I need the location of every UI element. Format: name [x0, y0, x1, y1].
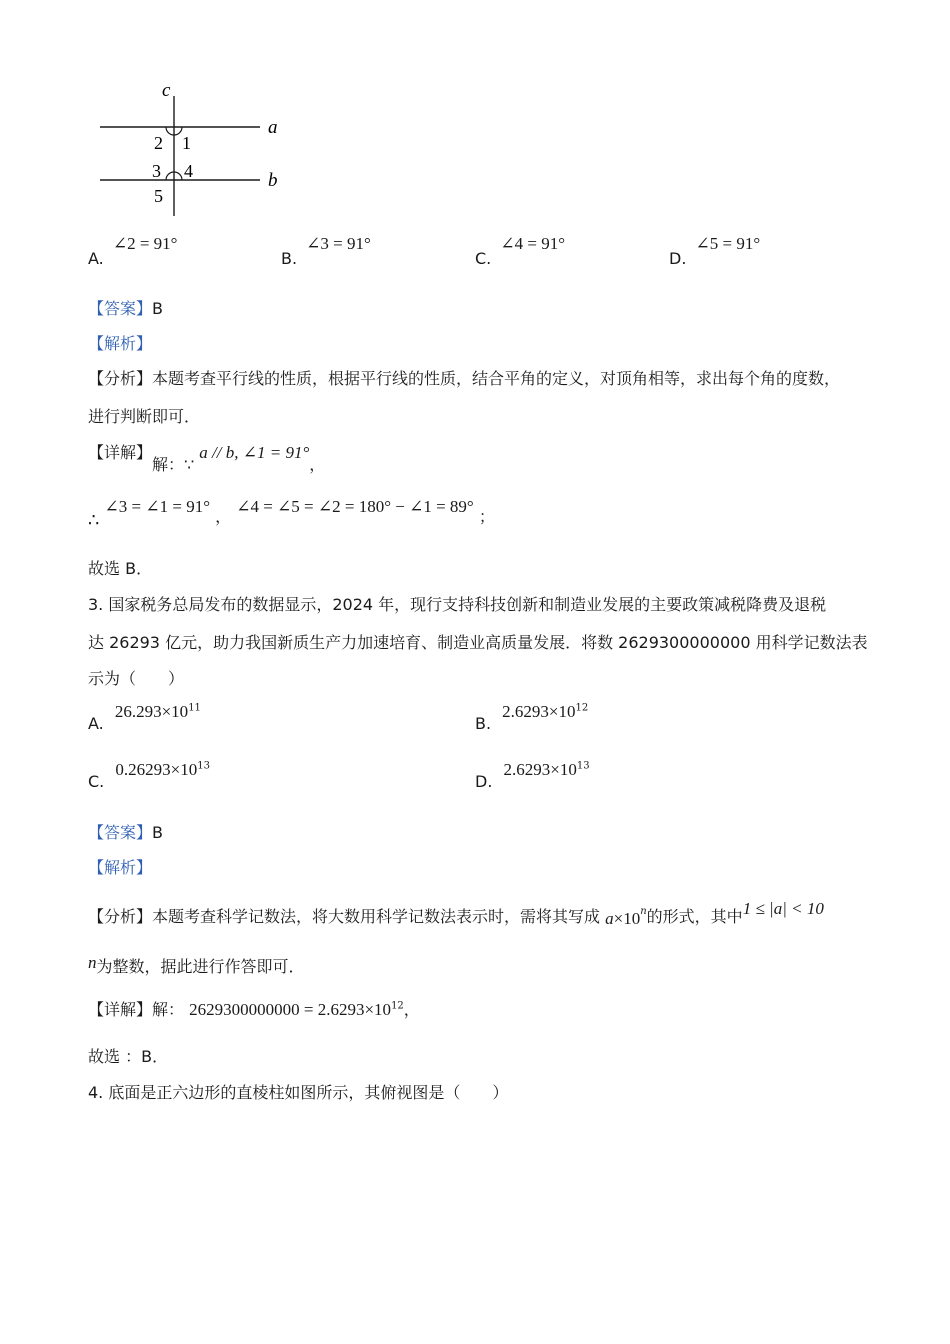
line-end: ； [478, 507, 495, 526]
math-a: a [605, 909, 614, 928]
detail-math-2: ∠3 = ∠1 = 91° [104, 497, 211, 516]
fenxi-text-2: 的形式，其中 [646, 907, 743, 926]
q3-answer [88, 820, 163, 843]
label-c: c [162, 80, 171, 101]
detail-comma: ， [403, 1000, 420, 1019]
q2-fenxi [88, 366, 840, 389]
label-a: a [268, 117, 278, 138]
answer-tag: 【答案】 [88, 823, 153, 842]
option-letter: D. [669, 249, 687, 268]
fenxi-text: 本题考查平行线的性质，根据平行线的性质，结合平角的定义，对顶角相等，求出每个角的度数， [152, 369, 841, 388]
q2-jiexi-tag: 【解析】 [88, 334, 153, 353]
option-text: ∠5 = 91° [695, 234, 761, 253]
label-3: 3 [152, 161, 161, 181]
option-exp: 13 [197, 760, 210, 772]
detail-prefix: 解：∵ [152, 455, 195, 474]
q3-option-c [88, 760, 210, 791]
fenxi-tag: 【分析】 [88, 369, 153, 388]
q4-line1: 4. 底面是正六边形的直棱柱如图所示，其俯视图是（ ） [88, 1083, 509, 1102]
q2-therefore-line [88, 494, 495, 531]
option-base: 2.6293×10 [503, 760, 577, 779]
q2-answer [88, 296, 163, 319]
q3-line3: 示为（ ） [88, 669, 185, 688]
q3-fenxi-line2 [88, 950, 305, 976]
detail-math: a // b, ∠1 = 91° [199, 443, 310, 462]
detail-math: 2629300000000 = 2.6293×10 [189, 1000, 392, 1019]
separator: ， [215, 507, 232, 526]
option-text: ∠4 = 91° [500, 234, 565, 253]
option-exp: 12 [575, 702, 589, 714]
option-letter: A. [88, 249, 104, 268]
q3-conclusion: 故选 ：B． [88, 1047, 169, 1066]
option-base: 26.293×10 [114, 702, 189, 721]
q3-option-a [88, 702, 201, 733]
answer-tag: 【答案】 [88, 299, 153, 318]
option-base: 0.26293×10 [115, 760, 198, 779]
option-exp: 13 [576, 760, 590, 772]
option-letter: C. [475, 249, 492, 268]
detail-tag: 【详解】 [88, 443, 153, 462]
detail-tag: 【详解】 [88, 1000, 153, 1019]
q2-option-d [669, 234, 761, 268]
fenxi-tag: 【分析】 [88, 907, 153, 926]
label-5: 5 [154, 186, 163, 206]
math-n: n [88, 953, 97, 972]
option-letter: B. [475, 714, 492, 733]
option-text: ∠3 = 91° [306, 234, 371, 253]
option-base: 2.6293×10 [502, 702, 576, 721]
q2-option-a [88, 234, 178, 268]
answer-value: B [152, 299, 163, 318]
q2-option-b [281, 234, 371, 268]
fenxi-line2-text: 为整数，据此进行作答即可． [96, 957, 305, 976]
label-1: 1 [182, 133, 191, 153]
q3-line2: 达 26293 亿元，助力我国新质生产力加速培育、制造业高质量发展．将数 2629300000000 用科学记数法表 [88, 633, 868, 652]
label-2: 2 [154, 133, 163, 153]
parallel-lines-figure [90, 78, 300, 220]
option-letter: A. [88, 714, 104, 733]
option-letter: D. [475, 772, 493, 791]
q2-option-c [475, 234, 565, 268]
option-text: ∠2 = 91° [112, 234, 178, 253]
detail-comma: ， [309, 455, 326, 474]
q3-option-b [475, 702, 589, 733]
q2-conclusion: 故选 B． [88, 559, 153, 578]
detail-exp: 12 [391, 1000, 404, 1012]
option-letter: C. [88, 772, 105, 791]
fenxi-text: 本题考查科学记数法，将大数用科学记数法表示时，需将其写成 [152, 907, 601, 926]
math-range: 1 ≤ |a| < 10 [742, 899, 824, 918]
math-exp: n [640, 905, 647, 917]
q2-detail [88, 440, 326, 474]
label-4: 4 [184, 161, 193, 181]
option-exp: 11 [188, 702, 201, 714]
detail-prefix: 解： [152, 1000, 185, 1019]
q2-fenxi-line2: 进行判断即可． [88, 407, 201, 426]
q3-detail [88, 997, 420, 1020]
option-letter: B. [281, 249, 298, 268]
detail-math-3: ∠4 = ∠5 = ∠2 = 180° − ∠1 = 89° [236, 497, 474, 516]
therefore-symbol: ∴ [88, 510, 100, 531]
q3-line1: 3. 国家税务总局发布的数据显示，2024 年，现行支持科技创新和制造业发展的主要政策减税降费及退税 [88, 595, 827, 614]
label-b: b [268, 170, 278, 191]
answer-value: B [152, 823, 163, 842]
q3-option-d [475, 760, 590, 791]
q3-jiexi-tag: 【解析】 [88, 858, 153, 877]
q3-fenxi [88, 896, 824, 928]
math-base: ×10 [613, 909, 641, 928]
